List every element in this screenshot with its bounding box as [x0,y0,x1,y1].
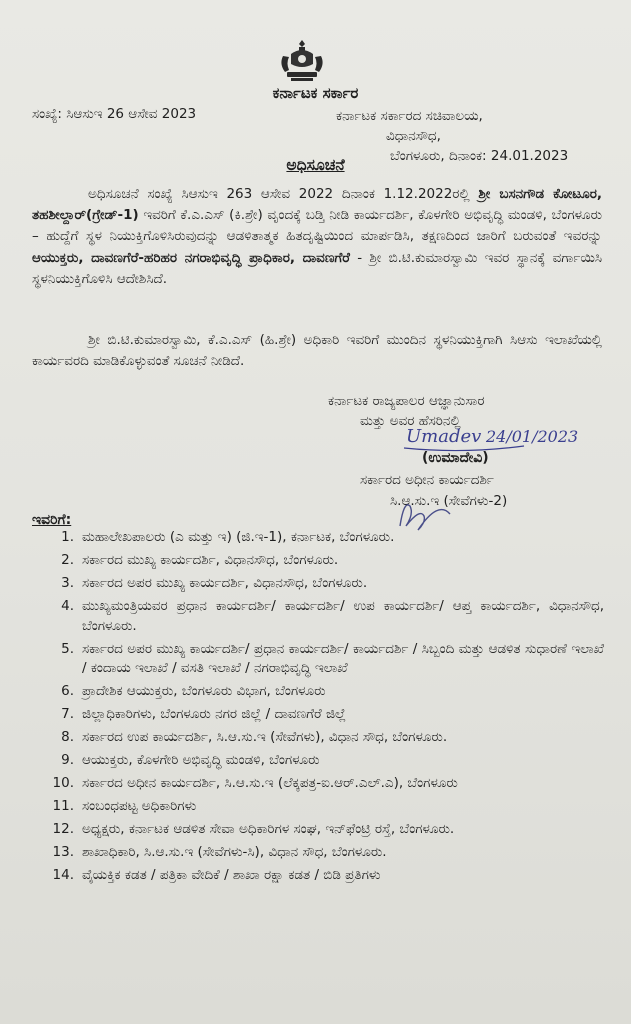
officer-name-bold: ಶ್ರೀ ಬಸನಗೌಡ ಕೋಟೂರ, ತಹಶೀಲ್ದಾರ್(ಗ್ರೇಡ್-1) [32,186,602,224]
list-item: 11. ಸಂಬಂಧಪಟ್ಟ ಅಧಿಕಾರಿಗಳು [52,798,197,815]
list-item: 13. ಶಾಖಾಧಿಕಾರಿ, ಸಿ.ಆ.ಸು.ಇ (ಸೇವೆಗಳು-ಸಿ), ವಿಧಾನ ಸೌಧ, ಬೆಂಗಳೂರು. [52,844,387,860]
notification-paragraph-1 [32,184,602,290]
recipients-label: ಇವರಿಗೆ: [32,512,72,528]
notification-paragraph-2: ಶ್ರೀ ಬಿ.ಟಿ.ಕುಮಾರಸ್ವಾಮಿ, ಕೆ.ಎ.ಎಸ್ (ಹಿ.ಶ್ರೇ) ಅಧಿಕಾರಿ ಇವರಿಗೆ ಮುಂದಿನ ಸ್ಥಳನಿಯುಕ್ತಿಗಾಗಿ ಸಿಆಸು ಇಲಾಖೆಯಲ್ಲಿ ಕಾರ್ಯವರದಿ ಮಾಡಿಕೊಳ್ಳುವಂತೆ ಸೂಚನೆ ನೀಡಿದೆ. [32,332,602,370]
office-line-1: ಕರ್ನಾಟಕ ಸರ್ಕಾರದ ಸಚಿವಾಲಯ, [336,108,483,124]
order-line-1: ಕರ್ನಾಟಕ ರಾಜ್ಯಪಾಲರ ಆಜ್ಞಾನುಸಾರ [328,393,485,409]
recipients-list [24,528,604,889]
list-item: 10. ಸರ್ಕಾರದ ಅಧೀನ ಕಾರ್ಯದರ್ಶಿ, ಸಿ.ಆ.ಸು.ಇ (ಲೆಕ್ಕಪತ್ರ-ಐ.ಆರ್.ಎಲ್.ಎ), ಬೆಂಗಳೂರು [52,775,458,792]
list-item: 4. ಮುಖ್ಯಮಂತ್ರಿಯವರ ಪ್ರಧಾನ ಕಾರ್ಯದರ್ಶಿ/ ಕಾರ್ಯದರ್ಶಿ/ ಉಪ ಕಾರ್ಯದರ್ಶಿ/ ಆಪ್ತ ಕಾರ್ಯದರ್ಶಿ, ವಿಧಾನಸೌಧ, ಬೆಂಗಳೂರು. [61,597,604,634]
signature-name: Umadev [406,426,482,447]
state-emblem-icon [277,38,327,82]
list-item: 7. ಜಿಲ್ಲಾಧಿಕಾರಿಗಳು, ಬೆಂಗಳೂರು ನಗರ ಜಿಲ್ಲೆ / ದಾವಣಗೆರೆ ಜಿಲ್ಲೆ [61,706,346,723]
list-item: 12. ಅಧ್ಯಕ್ಷರು, ಕರ್ನಾಟಕ ಆಡಳಿತ ಸೇವಾ ಅಧಿಕಾರಿಗಳ ಸಂಘ, ಇನ್‌ಫೆಂಟ್ರಿ ರಸ್ತೆ, ಬೆಂಗಳೂರು. [52,821,455,838]
para1-text-e: - ಶ್ರೀ ಬಿ.ಟಿ.ಕುಮಾರಸ್ವಾಮಿ ಇವರ ಸ್ಥಾನಕ್ಕೆ ವರ್ಗಾಯಿಸಿ ಸ್ಥಳನಿಯುಕ್ತಿಗೊಳಿಸಿ ಆದೇಶಿಸಿದೆ. [32,249,602,287]
list-item: 14. ವೈಯಕ್ತಿಕ ಕಡತ / ಪತ್ರಿಕಾ ವೇದಿಕೆ / ಶಾಖಾ ರಕ್ಷಾ ಕಡತ / ಬಿಡಿ ಪ್ರತಿಗಳು [52,866,381,883]
signature-date: 24/01/2023 [486,427,579,446]
order-line-2: ಮತ್ತು ಅವರ ಹೆಸರಿನಲ್ಲಿ [360,413,461,429]
notification-title: ಅಧಿಸೂಚನೆ [286,156,345,174]
list-item: 1. ಮಹಾಲೇಖಪಾಲರು (ಎ ಮತ್ತು ಇ) (ಜಿ.ಇ-1), ಕರ್ನಾಟಕ, ಬೆಂಗಳೂರು. [61,529,395,545]
para1-text-c: ಇವರಿಗೆ ಕೆ.ಎ.ಎಸ್ (ಕಿ.ಶ್ರೇ) ವೃಂದಕ್ಕೆ ಬಡ್ತಿ ನೀಡಿ ಕಾರ್ಯದರ್ಶಿ, ಕೊಳಗೇರಿ ಅಭಿವೃದ್ಧಿ ಮಂಡಳಿ, ಬೆಂಗಳೂರು – ಹುದ್ದೆಗೆ ಸ್ಥಳ ನಿಯುಕ್ತಿಗೊಳಿಸಿರುವುದನ್ನು ಆಡಳಿತಾತ್ಮಕ ಹಿತದೃಷ್ಟಿಯಿಂದ ಮಾರ್ಪಡಿಸಿ, ತಕ್ಷಣದಿಂದ ಜಾರಿಗೆ ಬರುವಂತೆ ಇವರನ್ನು [32,207,602,245]
para1-text-a: ಅಧಿಸೂಚನೆ ಸಂಖ್ಯೆ ಸಿಆಸುಇ 263 ಆಸೇವ 2022 ದಿನಾಂಕ 1.12.2022ರಲ್ಲಿ [88,186,479,202]
designation-line-2: ಸಿ.ಆ.ಸು.ಇ (ಸೇವೆಗಳು-2) [390,493,508,509]
list-item: 3. ಸರ್ಕಾರದ ಅಪರ ಮುಖ್ಯ ಕಾರ್ಯದರ್ಶಿ, ವಿಧಾನಸೌಧ, ಬೆಂಗಳೂರು. [61,574,368,591]
list-item: 2. ಸರ್ಕಾರದ ಮುಖ್ಯ ಕಾರ್ಯದರ್ಶಿ, ವಿಧಾನಸೌಧ, ಬೆಂಗಳೂರು. [61,551,339,568]
list-item: 9. ಆಯುಕ್ತರು, ಕೊಳಗೇರಿ ಅಭಿವೃದ್ಧಿ ಮಂಡಳಿ, ಬೆಂಗಳೂರು [61,752,320,769]
government-title: ಕರ್ನಾಟಕ ಸರ್ಕಾರ [272,84,359,102]
list-item: 8. ಸರ್ಕಾರದ ಉಪ ಕಾರ್ಯದರ್ಶಿ, ಸಿ.ಆ.ಸು.ಇ (ಸೇವೆಗಳು), ವಿಧಾನ ಸೌಧ, ಬೆಂಗಳೂರು. [61,729,448,746]
list-item: 6. ಪ್ರಾದೇಶಿಕ ಆಯುಕ್ತರು, ಬೆಂಗಳೂರು ವಿಭಾಗ, ಬೆಂಗಳೂರು [61,683,326,700]
signer-name: (ಉಮಾದೇವಿ) [422,450,489,466]
designation-line-1: ಸರ್ಕಾರದ ಅಧೀನ ಕಾರ್ಯದರ್ಶಿ [360,472,494,488]
reference-number: ಸಂಖ್ಯೆ: ಸಿಆಸುಇ 26 ಆಸೇವ 2023 [32,106,197,122]
office-line-2: ವಿಧಾನಸೌಧ, [386,128,441,144]
office-date-line: ಬೆಂಗಳೂರು, ದಿನಾಂಕ: 24.01.2023 [390,148,569,164]
new-post-bold: ಆಯುಕ್ತರು, ದಾವಣಗೆರೆ-ಹರಿಹರ ನಗರಾಭಿವೃದ್ಧಿ ಪ್ರಾಧಿಕಾರ, ದಾವಣಗೆರೆ [32,249,350,266]
list-item: 5. ಸರ್ಕಾರದ ಅಪರ ಮುಖ್ಯ ಕಾರ್ಯದರ್ಶಿ/ ಪ್ರಧಾನ ಕಾರ್ಯದರ್ಶಿ/ ಕಾರ್ಯದರ್ಶಿ / ಸಿಬ್ಬಂದಿ ಮತ್ತು ಆಡಳಿತ ಸುಧಾರಣೆ ಇಲಾಖೆ / ಕಂದಾಯ ಇಲಾಖೆ / ವಸತಿ ಇಲಾಖೆ / ನಗರಾಭಿವೃದ್ಧಿ ಇಲಾಖೆ [61,640,604,677]
